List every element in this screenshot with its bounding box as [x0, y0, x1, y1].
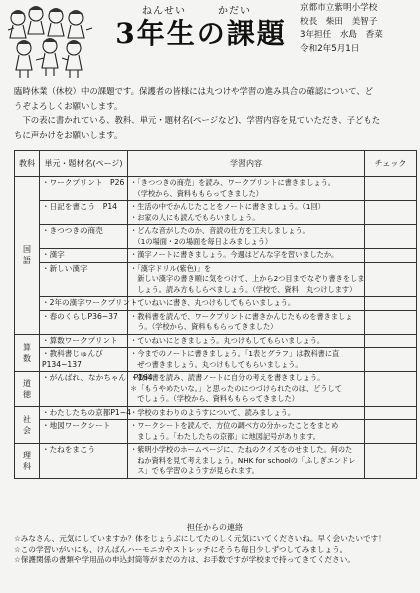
unit-line: ・がんばれ、なかちゃん P164: [42, 373, 153, 382]
unit-cell: [40, 249, 128, 263]
table-body: [15, 177, 417, 479]
content-cell: [128, 262, 365, 297]
content-line: ねか資料を見て考えましょう。NHK for schoolの「ふしぎエンドレ: [130, 455, 356, 465]
assignment-table: [14, 150, 417, 479]
unit-line: ・算数ワークプリント: [42, 335, 118, 345]
subject-cell: [15, 334, 40, 372]
content-line: ・ていねいにときましょう。丸つけもしてもらいましょう。: [130, 335, 325, 345]
page-title: 3年生の課題: [115, 17, 287, 50]
subject-char: 数: [23, 353, 31, 363]
content-cell: [128, 372, 365, 407]
content-line: ・お家の人にも読んでもらいましょう。: [130, 212, 260, 222]
intro-line: うぞよろしくお願いします。: [14, 100, 123, 111]
content-line: ・教科書を読んで、ワークプリントに書きかんじたものを書きましょ: [130, 311, 353, 321]
table-row: [15, 348, 417, 372]
content-line: ・教科書を読み、読書ノートに自分の考えを書きましょう。: [130, 373, 325, 382]
table-row: [15, 406, 417, 420]
content-cell: [128, 406, 365, 420]
content-cell: [128, 225, 365, 249]
content-line: う。（学校から、資料ももらってきました）: [130, 322, 278, 331]
subject-char: 国: [23, 245, 31, 255]
content-line: ス」でも学習のようすが見られます。: [130, 466, 259, 475]
content-line: ＊「もうやめたいな。」と思ったのにつづけられたのは、どうして: [130, 383, 342, 393]
unit-cell: [40, 372, 153, 407]
unit-cell: [40, 225, 128, 249]
content-cell: [128, 297, 365, 311]
header-subject: [15, 151, 40, 177]
table-row: [15, 420, 417, 444]
table-row: [15, 262, 417, 297]
unit-line: ・ワークプリント P26: [42, 178, 125, 187]
unit-line: ・教科書じゅんび: [42, 349, 103, 358]
issue-date: 令和2年5月1日: [300, 43, 360, 54]
table-row: [15, 372, 417, 407]
subject-cell: [15, 372, 40, 407]
content-line: ・ワークシートを読んで、方位の調べ方の分かったことをまとめ: [130, 421, 339, 430]
intro-text: [14, 84, 412, 142]
subject-cell: [15, 177, 40, 335]
school-info: [300, 2, 418, 56]
check-cell[interactable]: [365, 372, 417, 407]
header-check-label: チェック: [374, 159, 407, 168]
unit-cell: [40, 177, 128, 201]
content-line: ・生活の中でかんじたことをノートに書きましょう。（1回）: [130, 202, 325, 211]
table-row: [15, 444, 417, 479]
content-line: ましょう。「わたしたちの京都」に地図記号があります。: [130, 431, 320, 441]
table-row: [15, 334, 417, 348]
check-cell[interactable]: [365, 348, 417, 372]
subject-char: 語: [23, 256, 31, 266]
header-content: [128, 151, 365, 177]
children-illustration: [6, 4, 94, 82]
unit-cell: [40, 201, 128, 225]
unit-line: ・春のくらしP36~37: [42, 311, 118, 321]
unit-cell: [40, 348, 128, 372]
unit-cell: [40, 334, 128, 348]
table-header-row: [15, 151, 417, 177]
unit-line: ・日記を書こう P14: [42, 202, 117, 211]
principal-name: 校長 柴田 美智子: [300, 16, 378, 27]
check-cell[interactable]: [365, 177, 417, 201]
intro-line: 臨時休業（休校）中の課題です。保護者の皆様には丸つけや学習の進み具合の確認について、ど: [14, 86, 374, 96]
content-line: ・今までのノートに書きましょう。「1表とグラフ」は教科書に直: [130, 349, 340, 358]
unit-cell: [40, 310, 128, 334]
table-row: [15, 249, 417, 263]
teacher-name: 3年担任 水島 香菜: [300, 30, 383, 40]
content-line: しょう。読み方もしらべましょう。（学校で、資料 丸つけします）: [130, 284, 357, 294]
subject-char: 徳: [23, 389, 31, 399]
subject-char: 社: [23, 414, 31, 424]
unit-line: ・2年の漢字ワークプリント: [42, 298, 138, 307]
unit-cell: [40, 420, 128, 444]
check-cell[interactable]: [365, 262, 417, 297]
table-row: [15, 201, 417, 225]
subject-char: 会: [23, 425, 31, 435]
header-subject-label: 教科: [19, 159, 35, 168]
check-cell[interactable]: [365, 444, 417, 479]
check-cell[interactable]: [365, 334, 417, 348]
table-row: [15, 310, 417, 334]
teacher-notes: [14, 523, 416, 566]
unit-line: ・きつつきの商売: [42, 226, 103, 235]
note-line: ☆この学習いがいにも、けんばんハーモニカやストレッチにそうち毎日少しずつしてみましょう。: [14, 544, 348, 554]
note-line: ☆保護関係の書類や学用品の申込封筒等がまだの方は、お手数ですが学校まで持ってきてください。: [14, 555, 355, 565]
content-line: ・ていねいに書き、丸つけもしてもらいましょう。: [130, 298, 296, 307]
content-line: 新しい漢字の書き順に気をつけて、上から2つ目までなぞり書きをしま: [130, 274, 365, 283]
subject-char: 道: [23, 378, 31, 388]
unit-line: ・新しい漢字: [42, 263, 88, 273]
content-cell: [128, 334, 365, 348]
table-row: [15, 177, 417, 201]
unit-line: ・わたしたちの京都P1~4: [42, 407, 131, 417]
unit-line: ・地図ワークシート: [42, 421, 111, 430]
check-cell[interactable]: [365, 420, 417, 444]
header-content-label: 学習内容: [230, 159, 262, 168]
notes-heading: 担任からの連絡: [187, 523, 243, 532]
school-name: 京都市立紫明小学校: [300, 3, 378, 13]
content-cell: [128, 420, 365, 444]
unit-cell: [40, 406, 131, 420]
note-line: ☆みなさん、元気にしていますか？体をじょうぶにしてたのしく元気にいてくださいね。早く会いたいです！: [14, 533, 386, 543]
content-cell: [128, 348, 365, 372]
subject-cell: [15, 406, 40, 444]
table-row: [15, 297, 417, 311]
subject-cell: [15, 444, 40, 479]
content-line: ・漢字ノートに書きましょう。今週はどんな字を習いましたか。: [130, 250, 339, 259]
content-cell: [128, 201, 365, 225]
content-line: ・「きつつきの商売」を読み、ワークプリントに書きましょう。: [130, 178, 335, 187]
check-cell[interactable]: [365, 406, 417, 420]
content-line: （1の場面・2の場面を毎日よみましょう）: [130, 236, 273, 246]
ruby-kadai: かだい: [218, 6, 251, 17]
unit-cell: [40, 262, 128, 297]
content-cell: [128, 177, 365, 201]
subject-char: 理: [23, 450, 31, 460]
unit-cell: [40, 444, 128, 479]
header-unit-label: 単元・題材名(ページ): [44, 159, 123, 168]
content-cell: [128, 444, 365, 479]
header-check: [365, 151, 417, 177]
check-cell[interactable]: [365, 297, 417, 311]
unit-line: ・たねをまこう: [42, 445, 96, 454]
content-line: （学校から、資料ももらってきました）: [130, 188, 263, 198]
unit-line: ・漢字: [42, 250, 65, 259]
unit-line: P134~137: [42, 359, 82, 369]
content-cell: [128, 310, 365, 334]
check-cell[interactable]: [365, 249, 417, 263]
ruby-nensei: ねんせい: [142, 6, 186, 17]
content-line: ・紫明小学校のホームページに、たねのクイズをのせました。何のた: [130, 445, 353, 454]
intro-line: ちに声かけをお願いします。: [14, 129, 123, 140]
check-cell[interactable]: [365, 310, 417, 334]
content-cell: [128, 249, 365, 263]
check-cell[interactable]: [365, 201, 417, 225]
content-line: ・学校のまわりのようすについて、読みましょう。: [130, 407, 296, 417]
table-row: [15, 225, 417, 249]
content-line: ぜつ書きましょう。丸つけもしてもらいましょう。: [130, 359, 303, 369]
intro-line: 下の表に書かれている、教科、単元・題材名(ページなど)、学習内容を見ていただき、子どもた: [14, 115, 381, 125]
unit-cell: [40, 297, 138, 311]
header-unit: [40, 151, 128, 177]
check-cell[interactable]: [365, 225, 417, 249]
subject-char: 科: [23, 461, 31, 471]
subject-char: 算: [23, 342, 31, 352]
content-line: でしょう。（学校から、資料ももらってきました）: [130, 394, 299, 403]
content-line: ・どんな音がしたのか、音読の仕方を工夫しましょう。: [130, 226, 310, 235]
content-line: ・「漢字ドリル(紫色)」を: [130, 263, 212, 273]
